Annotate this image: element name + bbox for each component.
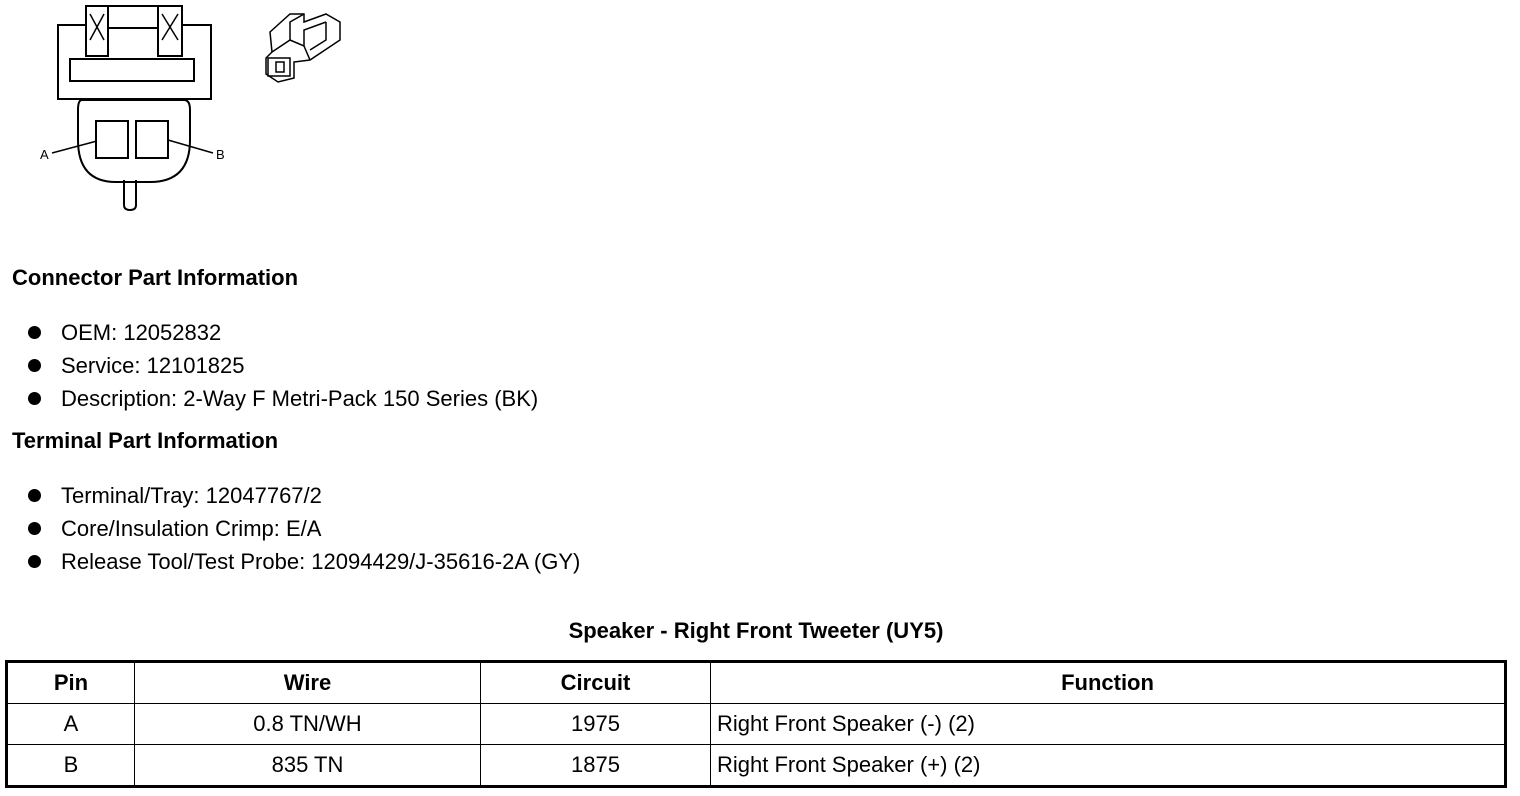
list-item <box>28 349 538 382</box>
cell-circuit: 1875 <box>481 745 711 787</box>
list-item-text: Terminal/Tray: 12047767/2 <box>61 483 322 508</box>
cell-pin: A <box>7 704 135 745</box>
list-item <box>28 479 580 512</box>
list-item-text: Release Tool/Test Probe: 12094429/J-35616-2A (GY) <box>61 549 581 574</box>
column-header-function: Function <box>711 662 1506 704</box>
connector-diagram <box>0 0 360 230</box>
list-item-text: Service: 12101825 <box>61 353 245 378</box>
list-item-text: Core/Insulation Crimp: E/A <box>61 516 322 541</box>
pin-label-b: B <box>216 147 225 162</box>
pin-table-title: Speaker - Right Front Tweeter (UY5) <box>568 618 944 643</box>
list-item <box>28 316 538 349</box>
cell-wire: 0.8 TN/WH <box>135 704 481 745</box>
terminal-part-info-list <box>28 479 580 578</box>
table-header-row <box>7 662 1506 704</box>
bullet-icon <box>28 392 41 405</box>
list-item <box>28 545 580 578</box>
bullet-icon <box>28 555 41 568</box>
terminal-part-info-heading: Terminal Part Information <box>12 428 279 453</box>
connector-part-info-heading: Connector Part Information <box>12 265 299 290</box>
column-header-wire: Wire <box>135 662 481 704</box>
connector-face-view <box>52 6 213 210</box>
cell-function: Right Front Speaker (-) (2) <box>711 704 1506 745</box>
column-header-circuit: Circuit <box>481 662 711 704</box>
bullet-icon <box>28 489 41 502</box>
table-row <box>7 745 1506 787</box>
bullet-icon <box>28 326 41 339</box>
pin-table <box>5 660 1507 788</box>
list-item <box>28 382 538 415</box>
cell-function: Right Front Speaker (+) (2) <box>711 745 1506 787</box>
cell-wire: 835 TN <box>135 745 481 787</box>
bullet-icon <box>28 522 41 535</box>
pin-label-a: A <box>40 147 49 162</box>
table-row <box>7 704 1506 745</box>
list-item-text: Description: 2-Way F Metri-Pack 150 Series (BK) <box>61 386 539 411</box>
cell-circuit: 1975 <box>481 704 711 745</box>
connector-part-info-list <box>28 316 538 415</box>
connector-isometric-view <box>266 14 340 82</box>
column-header-pin: Pin <box>7 662 135 704</box>
list-item-text: OEM: 12052832 <box>61 320 222 345</box>
cell-pin: B <box>7 745 135 787</box>
bullet-icon <box>28 359 41 372</box>
list-item <box>28 512 580 545</box>
